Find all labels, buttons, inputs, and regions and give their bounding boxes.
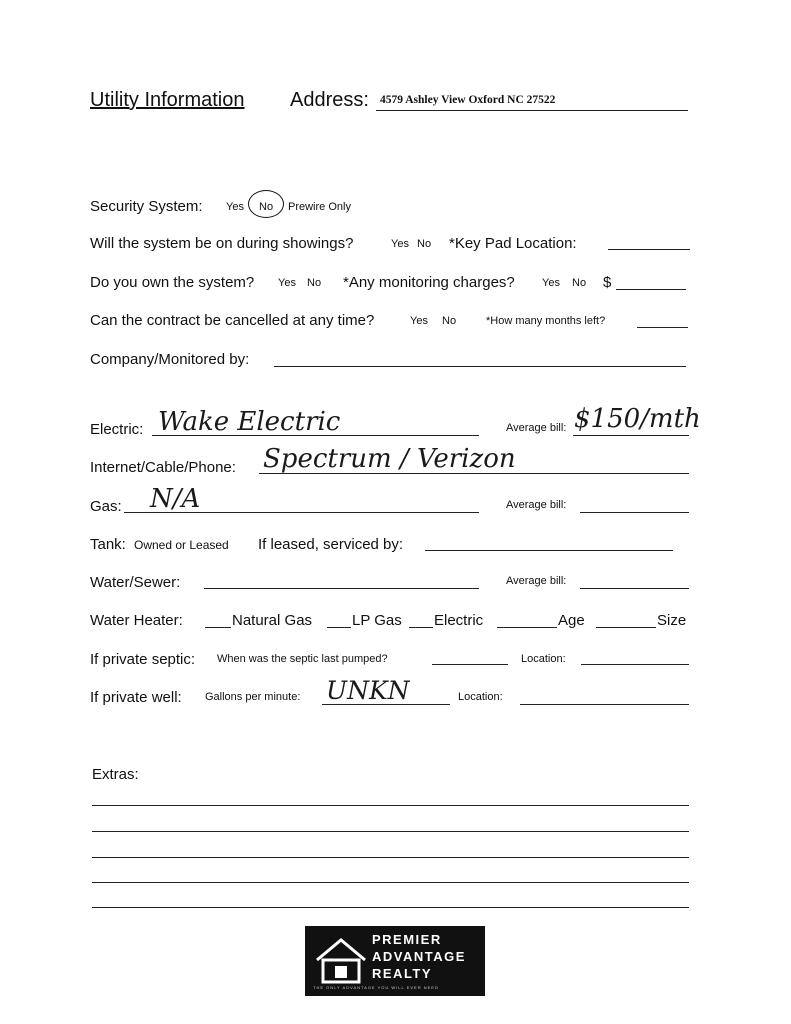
internet-value[interactable]: Spectrum / Verizon (263, 444, 516, 474)
company-label: Company/Monitored by: (90, 351, 250, 368)
logo-line-1: PREMIER (372, 932, 442, 947)
heater-natural-blank[interactable] (205, 627, 231, 628)
tank-service-label: If leased, serviced by: (258, 536, 404, 553)
extras-label: Extras: (92, 766, 139, 783)
extras-line-4[interactable] (92, 882, 689, 883)
heater-lp: LP Gas (352, 612, 402, 629)
septic-label: If private septic: (90, 651, 196, 668)
well-question: Gallons per minute: (205, 691, 301, 703)
well-gpm-field (322, 704, 450, 705)
extras-line-3[interactable] (92, 857, 689, 858)
gas-value[interactable]: N/A (150, 484, 201, 514)
electric-bill-field (573, 435, 689, 436)
water-field[interactable] (204, 588, 479, 589)
tank-label: Tank: (90, 536, 126, 553)
heater-size: Size (657, 612, 687, 629)
septic-location-field[interactable] (581, 664, 689, 665)
own-no[interactable]: No (307, 277, 322, 289)
extras-line-5[interactable] (92, 907, 689, 908)
cancel-no[interactable]: No (442, 315, 457, 327)
address-line (376, 110, 688, 111)
cancel-question: Can the contract be cancelled at any time? (90, 312, 375, 329)
security-yes[interactable]: Yes (226, 201, 244, 213)
premier-advantage-logo (305, 926, 485, 996)
keypad-field[interactable] (608, 249, 690, 250)
security-no[interactable]: No (259, 201, 274, 213)
monitoring-dollar: $ (603, 274, 612, 291)
heater-natural: Natural Gas (232, 612, 313, 629)
gas-avg-label: Average bill: (506, 499, 567, 511)
heater-lp-blank[interactable] (327, 627, 351, 628)
extras-line-2[interactable] (92, 831, 689, 832)
electric-label: Electric: (90, 421, 144, 438)
septic-location-label: Location: (521, 653, 566, 665)
water-avg-label: Average bill: (506, 575, 567, 587)
security-prewire[interactable]: Prewire Only (288, 201, 351, 213)
showings-yes[interactable]: Yes (391, 238, 409, 250)
months-left-field[interactable] (637, 327, 688, 328)
gas-field (124, 512, 479, 513)
keypad-label: *Key Pad Location: (449, 235, 577, 252)
months-left-label: *How many months left? (486, 315, 606, 327)
well-value[interactable]: UNKN (326, 676, 410, 705)
electric-bill-value[interactable]: $150/mth (574, 404, 701, 434)
address-value: 4579 Ashley View Oxford NC 27522 (380, 94, 556, 106)
well-location-field[interactable] (520, 704, 689, 705)
well-label: If private well: (90, 689, 182, 706)
logo-line-2: ADVANTAGE (372, 949, 466, 964)
internet-field (259, 473, 689, 474)
house-icon (311, 930, 371, 986)
monitoring-no[interactable]: No (572, 277, 587, 289)
well-location-label: Location: (458, 691, 503, 703)
company-field[interactable] (274, 366, 686, 367)
cancel-yes[interactable]: Yes (410, 315, 428, 327)
water-label: Water/Sewer: (90, 574, 181, 591)
gas-bill-field[interactable] (580, 512, 689, 513)
monitoring-question: *Any monitoring charges? (343, 274, 515, 291)
tank-options[interactable]: Owned or Leased (134, 538, 229, 552)
heater-label: Water Heater: (90, 612, 183, 629)
tank-service-field[interactable] (425, 550, 673, 551)
septic-date-field[interactable] (432, 664, 508, 665)
own-question: Do you own the system? (90, 274, 255, 291)
heater-age-blank[interactable] (497, 627, 557, 628)
own-yes[interactable]: Yes (278, 277, 296, 289)
electric-field (152, 435, 479, 436)
heater-age: Age (558, 612, 585, 629)
gas-label: Gas: (90, 498, 122, 515)
showings-question: Will the system be on during showings? (90, 235, 354, 252)
water-bill-field[interactable] (580, 588, 689, 589)
electric-avg-label: Average bill: (506, 422, 567, 434)
form-title: Utility Information (90, 89, 245, 111)
security-label: Security System: (90, 198, 203, 215)
logo-line-3: REALTY (372, 966, 433, 981)
security-no-circle (248, 190, 284, 218)
logo-tagline: THE ONLY ADVANTAGE YOU WILL EVER NEED (313, 985, 439, 990)
address-label: Address: (290, 89, 369, 111)
monitoring-amount-field[interactable] (616, 289, 686, 290)
septic-question: When was the septic last pumped? (217, 653, 388, 665)
showings-no[interactable]: No (417, 238, 432, 250)
heater-electric: Electric (434, 612, 484, 629)
extras-line-1[interactable] (92, 805, 689, 806)
heater-electric-blank[interactable] (409, 627, 433, 628)
heater-size-blank[interactable] (596, 627, 656, 628)
electric-value[interactable]: Wake Electric (158, 407, 341, 437)
monitoring-yes[interactable]: Yes (542, 277, 560, 289)
internet-label: Internet/Cable/Phone: (90, 459, 236, 476)
